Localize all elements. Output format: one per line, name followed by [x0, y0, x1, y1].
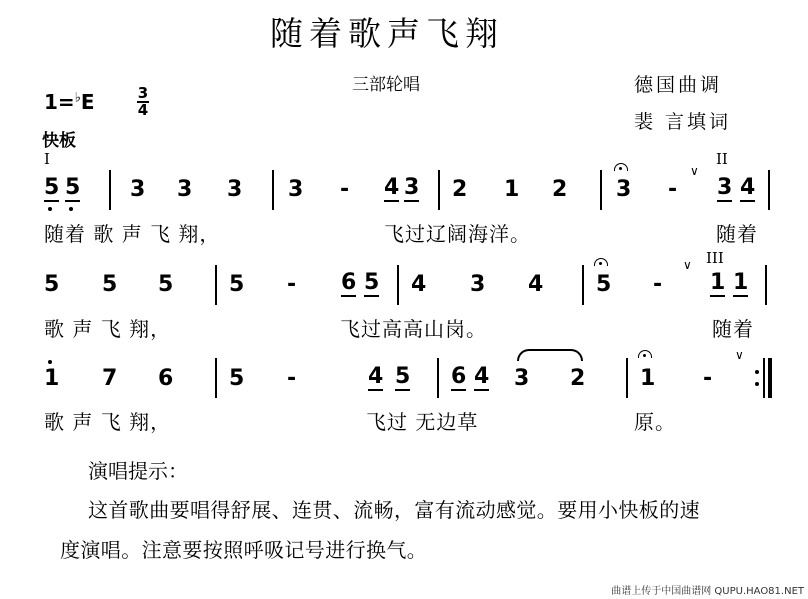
fermata-icon	[614, 163, 628, 171]
note: 4	[368, 364, 384, 389]
key-signature	[44, 90, 95, 114]
note: 5	[229, 366, 245, 391]
note: 5	[395, 364, 411, 389]
note: 2	[552, 177, 568, 202]
barline	[582, 265, 584, 305]
fermata-icon	[594, 258, 608, 266]
lyric-line-2-b: 飞过高高山岗。	[340, 317, 487, 341]
note: 1	[640, 366, 656, 391]
note: 1	[44, 366, 60, 391]
note: 4	[528, 272, 544, 297]
lyricist-credit: 裴 言填词	[634, 111, 732, 133]
barline	[765, 265, 767, 305]
lyric-line-1-b: 飞过辽阔海洋。	[384, 222, 531, 246]
tie-icon	[517, 349, 583, 361]
note: 1	[733, 270, 749, 295]
note: 3	[404, 175, 420, 200]
time-signature-top: 3	[137, 84, 149, 102]
dash: -	[653, 272, 663, 297]
dash: -	[340, 177, 350, 202]
note: 2	[570, 366, 586, 391]
key-note: E	[80, 90, 95, 114]
lyric-line-2-a: 歌 声 飞 翔，	[44, 317, 172, 341]
section-marker-2: II	[716, 150, 728, 168]
note: 5	[102, 272, 118, 297]
dash: -	[287, 366, 297, 391]
note: 5	[596, 272, 612, 297]
barline	[272, 170, 274, 210]
lyric-line-2-c: 随着	[712, 317, 754, 341]
lyric-line-3-b: 飞过 无边草	[366, 410, 479, 434]
time-signature	[137, 86, 149, 118]
tips-text-line-1: 这首歌曲要唱得舒展、连贯、流畅，富有流动感觉。要用小快板的速	[88, 498, 700, 522]
lyric-line-1-c: 随着	[716, 222, 758, 246]
song-title: 随着歌声飞翔	[270, 14, 504, 53]
note: 6	[451, 364, 467, 389]
note: 3	[717, 175, 733, 200]
repeat-barline-thin	[763, 358, 765, 398]
high-octave-dot	[48, 360, 52, 364]
composer-credit: 德国曲调	[634, 74, 723, 96]
key-prefix: 1=	[44, 90, 75, 114]
time-signature-bottom: 4	[137, 101, 149, 119]
note: 5	[44, 175, 60, 200]
barline	[215, 265, 217, 305]
note: 3	[227, 177, 243, 202]
note: 5	[364, 270, 380, 295]
barline	[437, 358, 439, 398]
dash: -	[287, 272, 297, 297]
note: 7	[102, 366, 118, 391]
note: 3	[514, 366, 530, 391]
note: 3	[470, 272, 486, 297]
barline	[600, 170, 602, 210]
note: 1	[504, 177, 520, 202]
subtitle: 三部轮唱	[352, 75, 420, 95]
note: 2	[452, 177, 468, 202]
note: 3	[177, 177, 193, 202]
note: 3	[130, 177, 146, 202]
watermark-footer: 曲谱上传于中国曲谱网 QUPU.HAO81.NET	[611, 586, 804, 597]
barline	[768, 170, 770, 210]
fermata-icon	[638, 350, 652, 358]
breath-mark-icon: ∨	[735, 348, 744, 362]
flat-symbol: ♭	[74, 90, 81, 106]
repeat-dot	[755, 370, 759, 374]
barline	[215, 358, 217, 398]
note: 4	[384, 175, 400, 200]
lyric-line-1-a: 随着 歌 声 飞 翔，	[44, 222, 221, 246]
note: 4	[411, 272, 427, 297]
tips-text-line-2: 度演唱。注意要按照呼吸记号进行换气。	[60, 538, 428, 562]
barline	[397, 265, 399, 305]
breath-mark-icon: ∨	[690, 164, 699, 178]
repeat-barline-thick	[768, 358, 772, 398]
note: 5	[44, 272, 60, 297]
breath-mark-icon: ∨	[683, 258, 692, 272]
tips-heading: 演唱提示：	[88, 459, 188, 483]
barline	[109, 170, 111, 210]
tempo-marking: 快板	[42, 131, 76, 151]
low-octave-dot	[69, 207, 73, 211]
repeat-dot	[755, 382, 759, 386]
note: 6	[158, 366, 174, 391]
note: 3	[288, 177, 304, 202]
barline	[438, 170, 440, 210]
section-marker-3: III	[706, 249, 724, 267]
note: 3	[616, 177, 632, 202]
note: 1	[710, 270, 726, 295]
dash: -	[668, 177, 678, 202]
low-octave-dot	[48, 207, 52, 211]
note: 5	[229, 272, 245, 297]
note: 4	[740, 175, 756, 200]
note: 4	[474, 364, 490, 389]
note: 5	[158, 272, 174, 297]
dash: -	[703, 366, 713, 391]
lyric-line-3-a: 歌 声 飞 翔，	[44, 410, 172, 434]
lyric-line-3-c: 原。	[634, 410, 676, 434]
barline	[626, 358, 628, 398]
note: 5	[65, 175, 81, 200]
note: 6	[341, 270, 357, 295]
section-marker-1: I	[44, 150, 50, 168]
